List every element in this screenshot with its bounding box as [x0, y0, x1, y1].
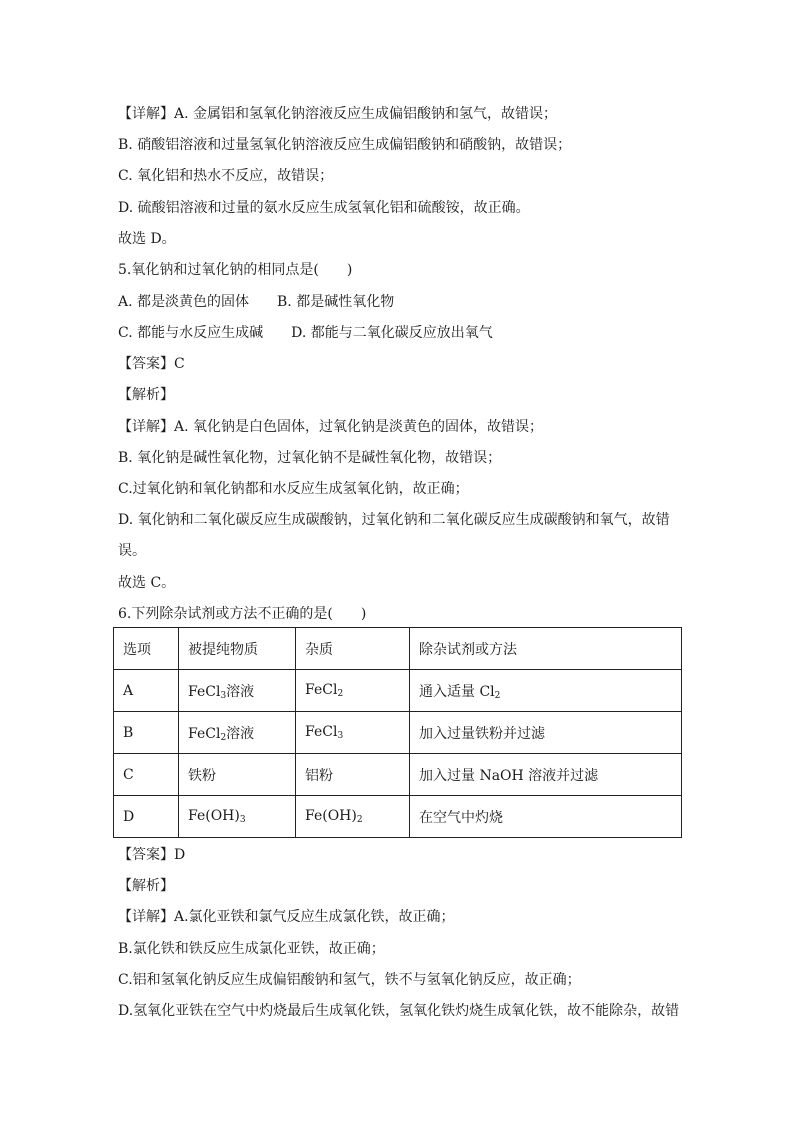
table-cell: FeCl$_2$溶液 — [179, 712, 296, 754]
question-5: 5.氧化钠和过氧化钠的相同点是( ) — [118, 262, 353, 278]
line-d6: D.氢氧化亚铁在空气中灼烧最后生成氧化铁，氢氧化铁灼烧生成氧化铁，故不能除杂，故错 — [118, 1003, 680, 1019]
header-cell: 被提纯物质 — [179, 628, 296, 670]
question-6: 6.下列除杂试剂或方法不正确的是( ) — [118, 606, 367, 622]
line-16: 故选 C。 — [118, 575, 176, 591]
table-cell: $Fe(OH)_2$ — [296, 796, 410, 838]
header-cell: 杂质 — [296, 628, 410, 670]
line-5: 故选 D。 — [118, 231, 176, 247]
table-cell: A — [114, 670, 179, 712]
table-row — [114, 796, 682, 838]
table-cell: B — [114, 712, 179, 754]
line-12: B. 氧化钠是碱性氧化物，过氧化钠不是碱性氧化物，故错误； — [118, 450, 502, 466]
line-3: C. 氧化铝和热水不反应，故错误； — [118, 168, 334, 184]
answer-5: 【答案】C — [118, 356, 185, 372]
table-cell: $Fe(OH)_3$ — [179, 796, 296, 838]
table-row — [114, 670, 682, 712]
line-a6: 【详解】A.氯化亚铁和氯气反应生成氯化铁，故正确； — [118, 909, 455, 925]
table-row — [114, 754, 682, 796]
analysis-5: 【解析】 — [118, 387, 174, 403]
table-cell: 铁粉 — [179, 754, 296, 796]
table-row — [114, 712, 682, 754]
table-cell: 加入过量铁粉并过滤 — [410, 712, 682, 754]
line-2: B. 硝酸铝溶液和过量氢氧化钠溶液反应生成偏铝酸钠和硝酸钠，故错误； — [118, 137, 572, 153]
line-b6: B.氯化铁和铁反应生成氯化亚铁，故正确； — [118, 941, 385, 957]
table-cell: 通入适量 $Cl_2$ — [410, 670, 682, 712]
line-11: 【详解】A. 氧化钠是白色固体，过氧化钠是淡黄色的固体，故错误； — [118, 419, 544, 435]
option-ab: A. 都是淡黄色的固体 B. 都是碱性氧化物 — [118, 294, 395, 310]
analysis-6: 【解析】 — [118, 878, 174, 894]
table-cell: 在空气中灼烧 — [410, 796, 682, 838]
table-cell: C — [114, 754, 179, 796]
header-cell: 选项 — [114, 628, 179, 670]
table-cell: 铝粉 — [296, 754, 410, 796]
table-header — [114, 628, 682, 670]
table-cell: D — [114, 796, 179, 838]
line-15: 误。 — [118, 543, 146, 559]
purification-table — [113, 627, 682, 838]
table-cell: FeCl$_3$溶液 — [179, 670, 296, 712]
header-cell: 除杂试剂或方法 — [410, 628, 682, 670]
line-c6: C.铝和氢氧化钠反应生成偏铝酸钠和氢气，铁不与氢氧化钠反应，故正确； — [118, 972, 581, 988]
table-cell: FeCl$_2$ — [296, 670, 410, 712]
table-cell: FeCl$_3$ — [296, 712, 410, 754]
answer-6: 【答案】D — [118, 847, 186, 863]
line-14: D. 氧化钠和二氧化碳反应生成碳酸钠，过氧化钠和二氧化碳反应生成碳酸钠和氧气，故错 — [118, 512, 670, 528]
line-1: 【详解】A. 金属铝和氢氧化钠溶液反应生成偏铝酸钠和氢气，故错误； — [118, 106, 558, 122]
table-cell: 加入过量 NaOH 溶液并过滤 — [410, 754, 682, 796]
option-cd: C. 都能与水反应生成碱 D. 都能与二氧化碳反应放出氧气 — [118, 325, 493, 341]
line-4: D. 硫酸铝溶液和过量的氨水反应生成氢氧化铝和硫酸铵，故正确。 — [118, 200, 530, 216]
line-13: C.过氧化钠和氧化钠都和水反应生成氢氧化钠，故正确； — [118, 481, 469, 497]
